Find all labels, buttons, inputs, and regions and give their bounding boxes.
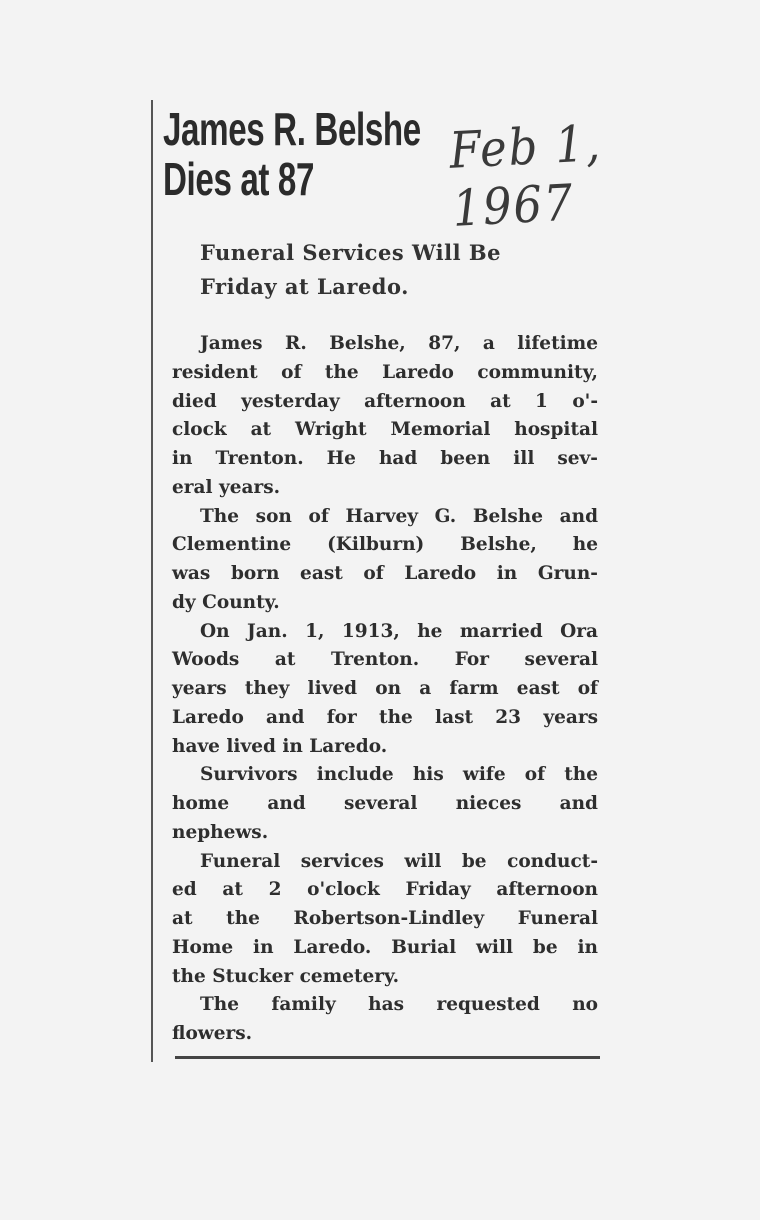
body-line: Clementine (Kilburn) Belshe, he bbox=[172, 534, 598, 556]
body-line: James R. Belshe, 87, a lifetime bbox=[200, 333, 598, 354]
article-body bbox=[172, 330, 598, 1049]
body-line: clock at Wright Memorial hospital bbox=[172, 419, 598, 441]
body-line: On Jan. 1, 1913, he married Ora bbox=[200, 620, 598, 642]
body-line: years they lived on a farm east of bbox=[172, 678, 598, 699]
body-line: the Stucker cemetery. bbox=[172, 965, 400, 987]
body-line: resident of the Laredo community, bbox=[172, 361, 598, 383]
subheadline-line: Funeral Services Will Be bbox=[200, 240, 502, 265]
body-line: ed at 2 o'clock Friday afternoon bbox=[172, 879, 598, 901]
body-line: Funeral services will be conduct- bbox=[200, 850, 598, 872]
body-line: home and several nieces and bbox=[172, 793, 598, 814]
body-line: eral years. bbox=[172, 476, 281, 498]
headline-line: James R. Belshe bbox=[163, 103, 421, 155]
body-line: Home in Laredo. Burial will be in bbox=[172, 936, 598, 958]
body-line: Woods at Trenton. For several bbox=[172, 649, 598, 671]
bottom-rule bbox=[175, 1056, 600, 1059]
body-line: nephews. bbox=[172, 821, 269, 843]
body-line: dy County. bbox=[172, 591, 280, 613]
body-line: The family has requested no bbox=[200, 994, 598, 1016]
handwritten-date: Feb 1, 1967 bbox=[448, 114, 604, 238]
body-line: Survivors include his wife of the bbox=[200, 764, 598, 786]
subheadline-line: Friday at Laredo. bbox=[200, 274, 409, 299]
subheadline bbox=[200, 236, 501, 304]
body-line: The son of Harvey G. Belshe and bbox=[200, 505, 598, 527]
body-line: have lived in Laredo. bbox=[172, 735, 388, 757]
headline-line: Dies at 87 bbox=[163, 153, 315, 205]
body-line: died yesterday afternoon at 1 o'- bbox=[172, 390, 598, 412]
body-line: at the Robertson-Lindley Funeral bbox=[172, 908, 598, 929]
column-rule bbox=[151, 100, 153, 1062]
body-line: was born east of Laredo in Grun- bbox=[172, 563, 598, 584]
body-line: in Trenton. He had been ill sev- bbox=[172, 448, 598, 469]
body-line: Laredo and for the last 23 years bbox=[172, 706, 598, 728]
headline bbox=[163, 104, 421, 204]
body-line: flowers. bbox=[172, 1023, 253, 1044]
